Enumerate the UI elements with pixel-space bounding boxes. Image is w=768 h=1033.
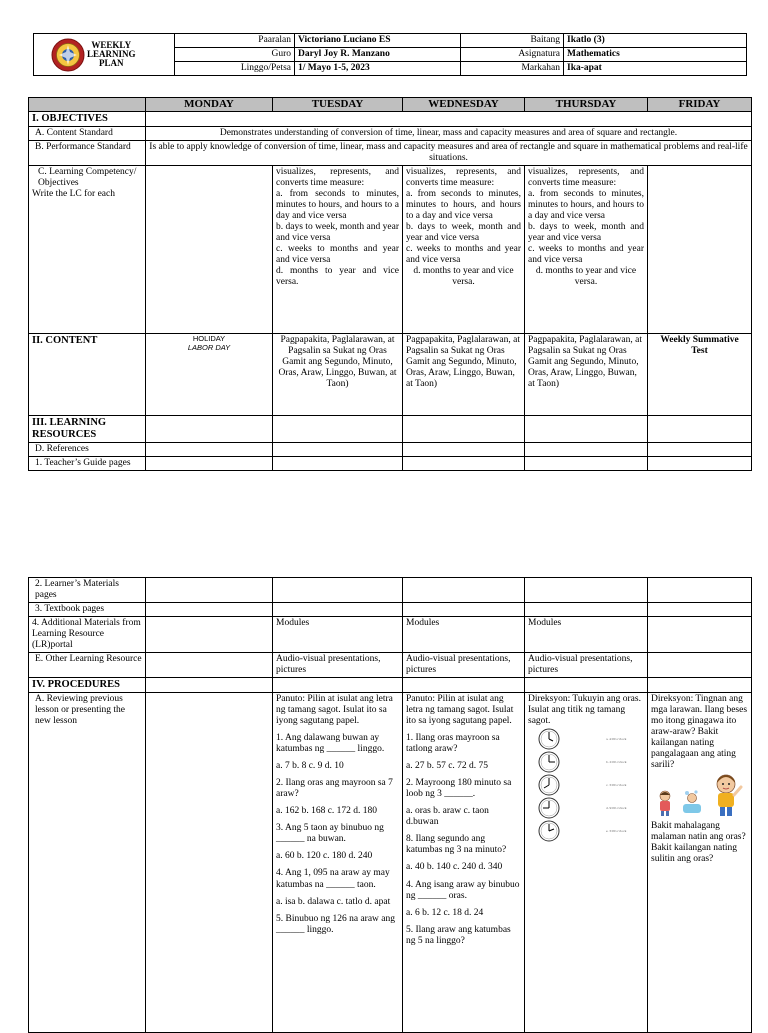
learning-competency-label: C. Learning Competency/ Objectives	[38, 166, 137, 188]
quiz-line: a. 7 b. 8 c. 9 d. 10	[276, 761, 344, 772]
review-quiz-wednesday	[403, 693, 525, 1033]
holiday-label: HOLIDAY	[192, 333, 226, 343]
lc-line: a. from seconds to minutes, minutes to hours, and hours to a day and vice versa	[528, 189, 644, 222]
lc-line: visualizes, represents, and converts time measure:	[276, 166, 399, 188]
subject-label: Asignatura	[461, 48, 564, 62]
school-label: Paaralan	[175, 34, 295, 48]
clock-icon	[538, 774, 560, 796]
quiz-line: Panuto: Pilin at isulat ang letra ng tamang sagot. Isulat ito sa iyong sagutang papel.	[406, 694, 514, 727]
cell-empty	[273, 457, 403, 471]
cell-empty	[525, 443, 648, 457]
clock-option-label: e. 3:00 o'clock	[606, 828, 627, 833]
cell-empty	[525, 603, 648, 617]
cell-empty	[648, 457, 752, 471]
learners-materials-label: 2. Learner’s Materials pages	[29, 578, 146, 603]
lc-line: b. days to week, month and year and vice versa	[406, 222, 521, 244]
cell-empty	[403, 415, 525, 442]
quiz-line: 5. Ilang araw ang katumbas ng 5 na linggo?	[406, 924, 511, 946]
cell-empty	[648, 617, 752, 653]
day-header-blank	[29, 98, 146, 112]
plan-title-line: PLAN	[99, 58, 124, 68]
deped-seal-icon	[51, 38, 85, 72]
cell-empty	[146, 415, 273, 442]
lc-line: visualizes, represents, and converts time measure:	[528, 166, 644, 188]
clock-item	[528, 727, 644, 750]
lc-line: b. days to week, month and year and vice versa	[528, 222, 644, 244]
friday-question: Bakit kailangan nating sulitin ang oras?	[651, 843, 738, 865]
child-brushing-teeth-icon	[655, 789, 675, 817]
cell-empty	[273, 415, 403, 442]
cell-empty	[525, 415, 648, 442]
cell-empty	[146, 678, 273, 693]
header-logo-cell	[34, 34, 175, 76]
lc-line: d. months to year and vice versa.	[276, 266, 399, 288]
cell-empty	[648, 653, 752, 678]
learning-resources-heading: III. LEARNING RESOURCES	[29, 415, 146, 442]
lc-line: b. days to week, month and year and vice versa	[276, 222, 399, 244]
lc-line: a. from seconds to minutes, minutes to hours, and hours to a day and vice versa	[406, 189, 521, 222]
teachers-guide-label: 1. Teacher’s Guide pages	[29, 457, 146, 471]
cell-empty	[525, 457, 648, 471]
school-value: Victoriano Luciano ES	[295, 34, 461, 48]
quiz-line: a. oras b. araw c. taon d.buwan	[406, 806, 489, 828]
weekly-plan-table-page1	[28, 97, 752, 471]
review-quiz-tuesday	[273, 693, 403, 1033]
quiz-line: a. 162 b. 168 c. 172 d. 180	[276, 806, 378, 817]
textbook-label: 3. Textbook pages	[29, 603, 146, 617]
performance-standard-text: Is able to apply knowledge of conversion of time, linear, mass and capacity measures and area of rectangle and square in mathematical problems and real-life situations.	[146, 140, 752, 165]
quiz-line: 4. Ang isang araw ay binubuo ng ______ oras.	[406, 879, 520, 901]
lc-monday	[146, 165, 273, 333]
clock-item	[528, 819, 644, 842]
day-header-row	[29, 98, 752, 112]
clock-icon	[538, 728, 560, 750]
cell-empty	[146, 653, 273, 678]
additional-tuesday: Modules	[273, 617, 403, 653]
cell-empty	[403, 603, 525, 617]
cell-empty	[648, 578, 752, 603]
quiz-line: 2. Ilang oras ang mayroon sa 7 araw?	[276, 778, 393, 800]
quiz-line: 1. Ang dalawang buwan ay katumbas ng ______ linggo.	[276, 733, 385, 755]
teacher-value: Daryl Joy R. Manzano	[295, 48, 461, 62]
cell-empty	[146, 603, 273, 617]
cell-empty	[146, 457, 273, 471]
week-date-value: 1/ Mayo 1-5, 2023	[295, 62, 461, 76]
clock-option-label: c. 3:00 o'clock	[606, 782, 627, 787]
week-date-label: Linggo/Petsa	[175, 62, 295, 76]
labor-day-label: LABOR DAY	[187, 342, 231, 352]
teacher-label: Guro	[175, 48, 295, 62]
content-standard-text: Demonstrates understanding of conversion of time, linear, mass and capacity measures and area of square and rectangle.	[146, 126, 752, 140]
cell-empty	[403, 578, 525, 603]
quarter-value: Ika-apat	[564, 62, 747, 76]
clock-item	[528, 750, 644, 773]
other-thursday: Audio-visual presentations, pictures	[525, 653, 648, 678]
header-table	[33, 33, 747, 76]
day-header-thursday: THURSDAY	[525, 98, 648, 112]
cell-empty	[273, 443, 403, 457]
quiz-line: 2. Mayroong 180 minuto sa loob ng 3 ______.	[406, 778, 512, 800]
additional-wednesday: Modules	[403, 617, 525, 653]
clock-activity-instructions: Direksyon: Tukuyin ang oras. Isulat ang titik ng tamang sagot.	[528, 694, 641, 727]
day-header-friday: FRIDAY	[648, 98, 752, 112]
clock-item	[528, 796, 644, 819]
lc-line: c. weeks to months and year and vice versa	[276, 244, 399, 266]
plan-title-line: LEARNING	[87, 49, 136, 59]
cell-empty	[648, 415, 752, 442]
learning-competency-label-cell	[29, 165, 146, 333]
quiz-line: 4. Ang 1, 095 na araw ay may katumbas na ______ taon.	[276, 868, 390, 890]
day-header-wednesday: WEDNESDAY	[403, 98, 525, 112]
content-heading: II. CONTENT	[29, 333, 146, 415]
references-label: D. References	[29, 443, 146, 457]
child-bathing-icon	[681, 789, 703, 817]
objectives-heading: I. OBJECTIVES	[29, 111, 146, 126]
subject-value: Mathematics	[564, 48, 747, 62]
performance-standard-label: B. Performance Standard	[29, 140, 146, 165]
friday-question: Bakit mahalagang malaman natin ang oras?	[651, 821, 746, 843]
cell-empty	[146, 693, 273, 1033]
clock-option-label: b. 2:00 o'clock	[606, 759, 627, 764]
clock-option-label: d. 9:00 o'clock	[606, 805, 627, 810]
weekly-plan-table-page2	[28, 577, 752, 1033]
other-resources-label: E. Other Learning Resource	[29, 653, 146, 678]
learning-competency-note: Write the LC for each	[32, 189, 115, 199]
quiz-line: a. 60 b. 120 c. 180 d. 240	[276, 851, 373, 862]
objectives-blank	[146, 111, 752, 126]
lc-thursday	[525, 165, 648, 333]
quiz-line: a. 27 b. 57 c. 72 d. 75	[406, 761, 489, 772]
cell-empty	[146, 578, 273, 603]
friday-activity-instructions: Direksyon: Tingnan ang mga larawan. Ilang beses mo itong ginagawa ito araw-araw? Bakit kailangan nating pangalagaan ang ating sarili?	[651, 694, 748, 771]
cell-empty	[525, 578, 648, 603]
lc-friday	[648, 165, 752, 333]
plan-title-line: WEEKLY	[91, 40, 132, 50]
lc-line: visualizes, represents, and converts time measure:	[406, 166, 521, 188]
lc-tuesday	[273, 165, 403, 333]
other-wednesday: Audio-visual presentations, pictures	[403, 653, 525, 678]
lc-line: d. months to year and vice versa.	[535, 266, 637, 288]
reviewing-lesson-label: A. Reviewing previous lesson or presenting the new lesson	[29, 693, 146, 1033]
cell-empty	[648, 678, 752, 693]
cell-empty	[525, 678, 648, 693]
clock-icon	[538, 797, 560, 819]
review-activity-friday	[648, 693, 752, 1033]
cell-empty	[403, 457, 525, 471]
clock-icon	[538, 751, 560, 773]
content-tuesday: Pagpapakita, Paglalarawan, at Pagsalin sa Sukat ng Oras Gamit ang Segundo, Minuto, Oras, Araw, Linggo, Buwan, at Taon)	[273, 333, 403, 415]
content-standard-label: A. Content Standard	[29, 126, 146, 140]
lc-line: d. months to year and vice versa.	[413, 266, 514, 288]
quiz-line: 3. Ang 5 taon ay binubuo ng ______ na buwan.	[276, 823, 384, 845]
cell-empty	[648, 603, 752, 617]
lc-line: c. weeks to months and year and vice versa	[406, 244, 521, 266]
lc-wednesday	[403, 165, 525, 333]
cell-empty	[648, 443, 752, 457]
procedures-heading: IV. PROCEDURES	[29, 678, 146, 693]
quiz-line: a. isa b. dalawa c. tatlo d. apat	[276, 896, 391, 907]
content-monday	[146, 333, 273, 415]
review-clock-activity-thursday	[525, 693, 648, 1033]
day-header-tuesday: TUESDAY	[273, 98, 403, 112]
content-friday: Weekly Summative Test	[648, 333, 752, 415]
cell-empty	[146, 443, 273, 457]
other-tuesday: Audio-visual presentations, pictures	[273, 653, 403, 678]
clock-item	[528, 773, 644, 796]
clock-option-label: a. 4:00 o'clock	[606, 736, 627, 741]
cell-empty	[403, 443, 525, 457]
cell-empty	[403, 678, 525, 693]
additional-materials-label: 4. Additional Materials from Learning Resource (LR)portal	[29, 617, 146, 653]
child-waving-icon	[709, 773, 743, 817]
grade-value: Ikatlo (3)	[564, 34, 747, 48]
plan-title	[87, 41, 136, 68]
content-wednesday: Pagpapakita, Paglalarawan, at Pagsalin sa Sukat ng Oras Gamit ang Segundo, Minuto, Oras, Araw, Linggo, Buwan, at Taon)	[403, 333, 525, 415]
quiz-line: 8. Ilang segundo ang katumbas ng 3 na minuto?	[406, 834, 507, 856]
cell-empty	[273, 603, 403, 617]
quiz-line: Panuto: Pilin at isulat ang letra ng tamang sagot. Isulat ito sa iyong sagutang papel.	[276, 694, 393, 727]
daily-routine-pictures	[655, 773, 748, 817]
additional-thursday: Modules	[525, 617, 648, 653]
quiz-line: 5. Binubuo ng 126 na araw ang ______ linggo.	[276, 913, 395, 935]
grade-label: Baitang	[461, 34, 564, 48]
lc-line: a. from seconds to minutes, minutes to hours, and hours to a day and vice versa	[276, 189, 399, 222]
lc-line: c. weeks to months and year and vice versa	[528, 244, 644, 266]
clock-icon	[538, 820, 560, 842]
quiz-line: 1. Ilang oras mayroon sa tatlong araw?	[406, 733, 500, 755]
cell-empty	[146, 617, 273, 653]
quiz-line: a. 6 b. 12 c. 18 d. 24	[406, 907, 484, 918]
cell-empty	[273, 678, 403, 693]
cell-empty	[273, 578, 403, 603]
day-header-monday: MONDAY	[146, 98, 273, 112]
quarter-label: Markahan	[461, 62, 564, 76]
content-thursday: Pagpapakita, Paglalarawan, at Pagsalin sa Sukat ng Oras Gamit ang Segundo, Minuto, Oras, Araw, Linggo, Buwan, at Taon)	[525, 333, 648, 415]
quiz-line: a. 40 b. 140 c. 240 d. 340	[406, 862, 503, 873]
